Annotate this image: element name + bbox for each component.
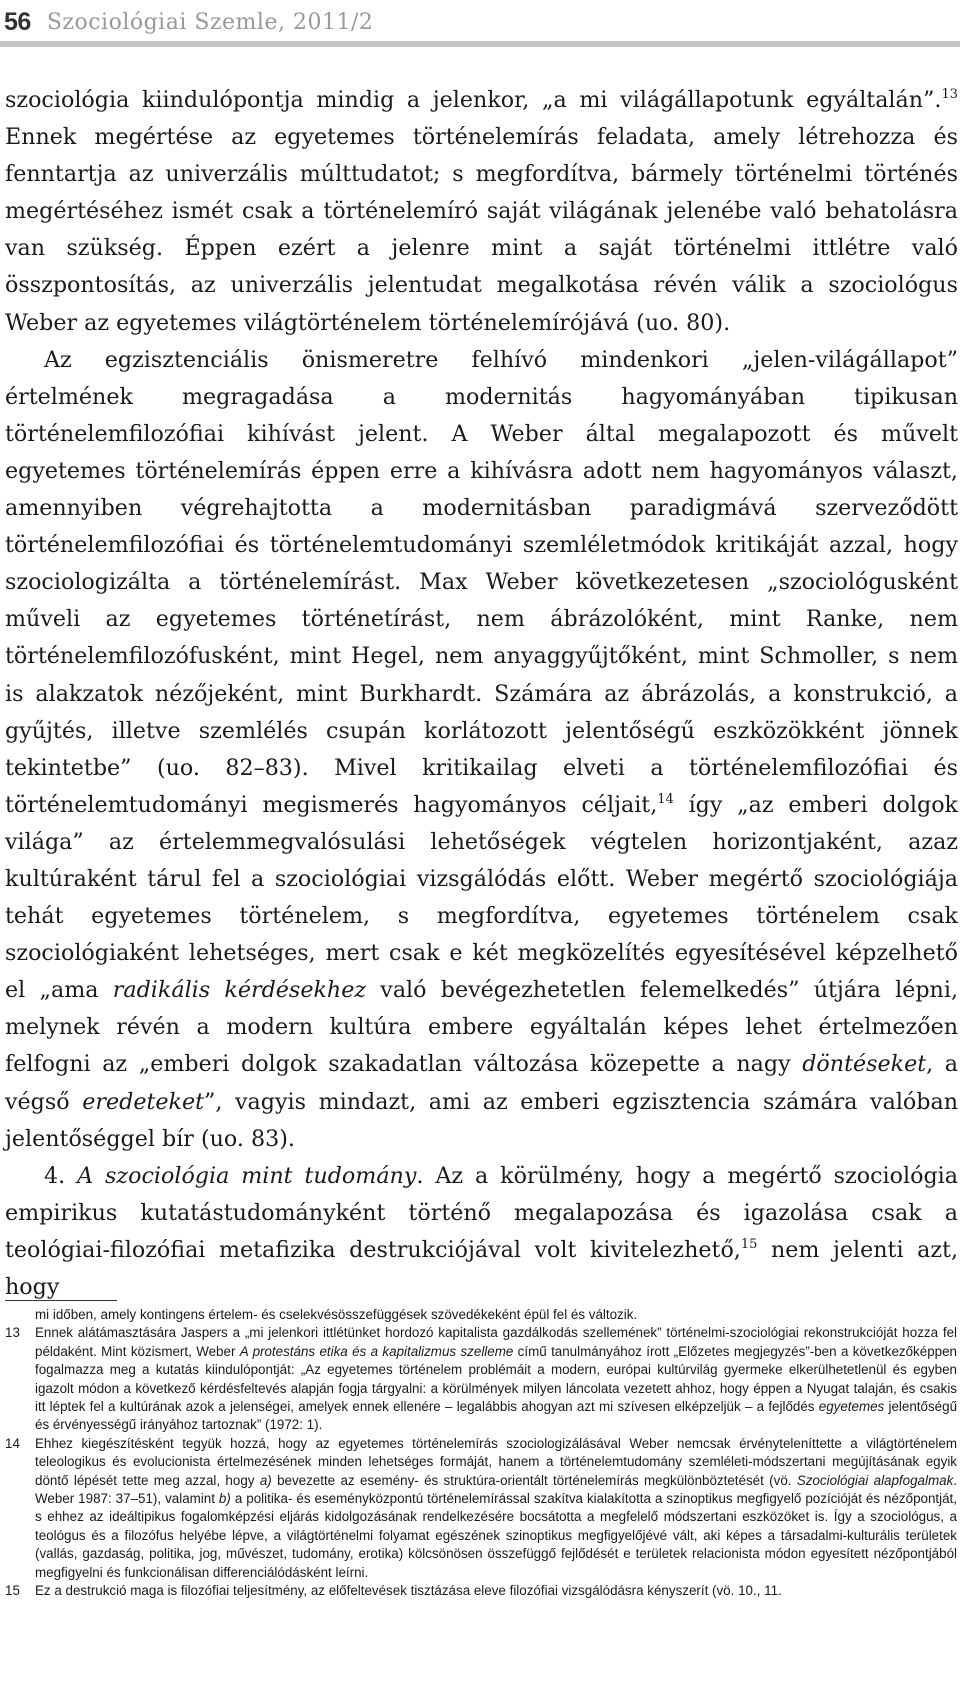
footnote-ref[interactable]: 13: [941, 87, 958, 102]
text-run: mi időben, amely kontingens értelem- és cselekvésösszefüggések szövedékeként épül fel és változik.: [35, 1307, 638, 1322]
text-run: Ennek alátámasztására Jaspers a „mi jelenkori ittlétünket hordozó kapitalista gazdálkodás szellemének” történelmi-szociológiai rekonstrukcióját hozza fel példaként. Mint közismert, Weber: [35, 1325, 957, 1359]
footnote: [5, 1435, 957, 1582]
footnote-number: 15: [5, 1583, 20, 1599]
paragraph: [5, 342, 958, 1158]
text-run: szociológia kiindulópontja mindig a jelenkor, „a mi világállapotunk egyáltalán”.: [5, 87, 942, 113]
footnote-continuation: [5, 1306, 957, 1324]
footnote-rule: [5, 1300, 117, 1301]
text-run: . Weber 1987: 37–51), valamint: [35, 1472, 958, 1507]
text-run: című tanulmányához írott „Előzetes megjegyzés”-ben a következőképpen fogalmazza meg a kutatás kiindulópontját: „Az egyetemes történelem problémáit a modern, európai kultúrvilág gyermeke elkerülhetetlenül és egyben igazolt módon a következő kérdésfeltevés alapján fogja tárgyalni: a körülmények milyen láncolata vezetett ahhoz, hogy éppen a Nyugat talaján, és csakis itt léptek fel a kultúrának azok a jelenségei, amelyek ennek ellenére – legalábbis ahogyan azt mi szívesen elképzeljük – a fejlődés: [35, 1343, 957, 1415]
text-run: Ehhez kiegészítésként tegyük hozzá, hogy az egyetemes történelemírás szociologizálásával Weber nemcsak érvényteleníttette a világtörténelem teleologikus és evolucionista értelmezésének minden lehetséges formáját, hanem a történelemtudomány szemléleti-módszertani megújításának egyik döntő lépését tette meg azzal, hogy: [35, 1435, 957, 1488]
footnote-number: 13: [5, 1325, 20, 1341]
italic-run: Szociológiai alapfogalmak: [796, 1472, 954, 1488]
footnote-ref[interactable]: 14: [657, 791, 674, 807]
footnotes: [5, 1306, 957, 1601]
text-run: való bevégezhetetlen felemelkedés” útjára lépni, melynek révén a modern kultúra embere egyáltalán képes lehet értelmezően felfogni az „emberi dolgok szakadatlan változása közepette a nagy: [5, 977, 958, 1078]
italic-run: b): [218, 1491, 231, 1507]
italic-run: A protestáns etika és a kapitalizmus szelleme: [239, 1343, 514, 1359]
footnote: [5, 1582, 957, 1600]
paragraph: [5, 1158, 958, 1306]
body-text: [5, 82, 958, 1306]
footnote: [5, 1324, 957, 1434]
text-run: a politika- és eseményközpontú történelemírással szakítva kialakította a szinoptikus megfigyelő pozícióját és nézőpontját, s ehhez az ideáltipikus fogalomképzési eljárás kidolgozásának rendelkezésére bocsátotta a megfelelő módszertani eszközöket is. Így a szociológus, a teológus és a filozófus helyébe lépve, a világtörténelmi folyamat egészének szinoptikus megfigyelőjévé vált, aki képes a társadalmi-kulturális területek (vallás, gazdaság, politika, jog, művészet, tudomány, erotika) kölcsönösen összefüggő fejlődését e területek relacionista módon egyesített nézőpontjából megfigyelni és funkcionálisan differenciálódásként leírni.: [35, 1491, 957, 1580]
page-number: 56: [4, 7, 31, 36]
text-run: jelentőségű és érvényességű irányához tartoznak” (1972: 1).: [35, 1399, 958, 1433]
italic-run: döntéseket: [802, 1051, 927, 1078]
section-heading-inline: A szociológia mint tudomány: [77, 1162, 417, 1189]
journal-title: Szociológiai Szemle, 2011/2: [46, 9, 374, 35]
italic-run: a): [259, 1472, 272, 1488]
header-rule: [0, 41, 960, 47]
footnote-number: 14: [5, 1435, 20, 1451]
text-run: . Az a körülmény, hogy a megértő szociológia empirikus kutatástudományként történő megalapozása és igazolása csak a teológiai-filozófiai metafizika destrukciójával volt kivitelezhető,: [5, 1162, 958, 1263]
italic-run: radikális kérdésekhez: [112, 977, 367, 1004]
italic-run: eredeteket: [82, 1088, 204, 1115]
text-run: így „az emberi dolgok világa” az értelemmegvalósulási lehetőségek végtelen horizontjaként, azaz kultúraként tárul fel a szociológiai vizsgálódás előtt. Weber megértő szociológiája tehát egyetemes történelem, s megfordítva, egyetemes történelem csak szociológiaként lehetséges, mert csak e két megközelítés egyesítésével képzelhető el „ama: [5, 791, 958, 1004]
footnote-ref[interactable]: 15: [740, 1236, 758, 1252]
text-run: , a végső: [5, 1051, 958, 1115]
italic-run: egyetemes: [818, 1399, 885, 1415]
text-run: Ennek megértése az egyetemes történelemírás feladata, amely létrehozza és fenntartja az univerzális múlttudatot; s megfordítva, bármely történelmi történés megértéséhez ismét csak a történelemíró saját világának jelenébe való behatolásra van szükség. Éppen ezért a jelenre mint a saját történelmi ittlétre való összpontosítás, az univerzális jelentudat megalkotása révén válik a szociológus Weber az egyetemes világtörténelem történelemírójává (uo. 80).: [5, 124, 958, 336]
text-run: 4.: [44, 1162, 78, 1189]
text-run: ”, vagyis mindazt, ami az emberi egzisztencia számára valóban jelentőséggel bír (uo. 83).: [5, 1088, 958, 1152]
text-run: nem jelenti azt, hogy: [5, 1236, 958, 1300]
paragraph: [5, 82, 958, 342]
text-run: Az egzisztenciális önismeretre felhívó mindenkori „jelen-világállapot” értelmének megragadása a modernitás hagyományában tipikusan történelemfilozófiai kihívást jelent. A Weber által megalapozott és művelt egyetemes történelemírás éppen erre a kihívásra adott nem hagyományos választ, amennyiben végrehajtotta a modernitásban paradigmává szerveződött történelemfilozófiai és történelemtudományi szemléletmódok kritikáját azzal, hogy szociologizálta a történelemírást. Max Weber következetesen „szociológusként műveli az egyetemes történetírást, nem ábrázolóként, mint Ranke, nem történelemfilozófusként, mint Hegel, nem anyaggyűjtőként, mint Schmoller, s nem is alakzatok nézőjeként, mint Burkhardt. Számára az ábrázolás, a konstrukció, a gyűjtés, illetve szemlélés csupán korlátozott jelentőségű eszközökként jönnek tekintetbe” (uo. 82–83). Mivel kritikailag elveti a történelemfilozófiai és történelemtudományi megismerés hagyományos céljait,: [5, 346, 958, 818]
running-head: [4, 2, 373, 42]
text-run: Ez a destrukció maga is filozófiai teljesítmény, az előfeltevések tisztázása eleve filozófiai vizsgálódásra kényszerít (vö. 10., 11.: [35, 1583, 782, 1599]
text-run: bevezette az esemény- és struktúra-orientált történelemírás megkülönböztetését (vö.: [271, 1472, 797, 1488]
